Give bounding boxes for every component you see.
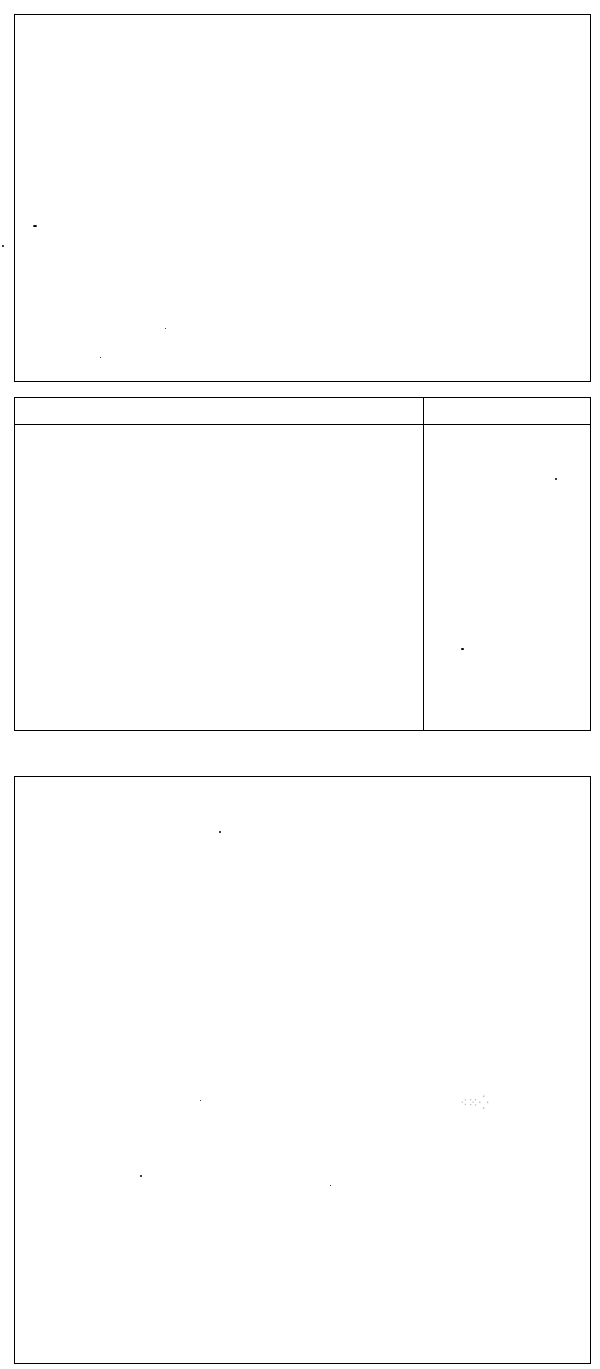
composicao-table xyxy=(14,397,591,731)
ink-speck xyxy=(200,1100,201,1101)
ink-speck xyxy=(461,648,464,650)
ink-speck xyxy=(555,478,557,480)
ink-speck xyxy=(140,1175,142,1177)
ink-speck xyxy=(33,225,37,227)
faint-artifact: ⁖⁙⁛ xyxy=(460,1095,489,1110)
composicao-header-divider xyxy=(14,424,591,425)
top-blank-box xyxy=(14,14,591,382)
composicao-column-divider xyxy=(423,397,424,731)
ink-speck xyxy=(2,245,4,247)
processo-blank-box xyxy=(14,776,591,1364)
ink-speck xyxy=(219,831,221,833)
ink-speck xyxy=(330,1185,331,1186)
ink-speck xyxy=(165,328,166,329)
ink-speck xyxy=(100,357,101,358)
